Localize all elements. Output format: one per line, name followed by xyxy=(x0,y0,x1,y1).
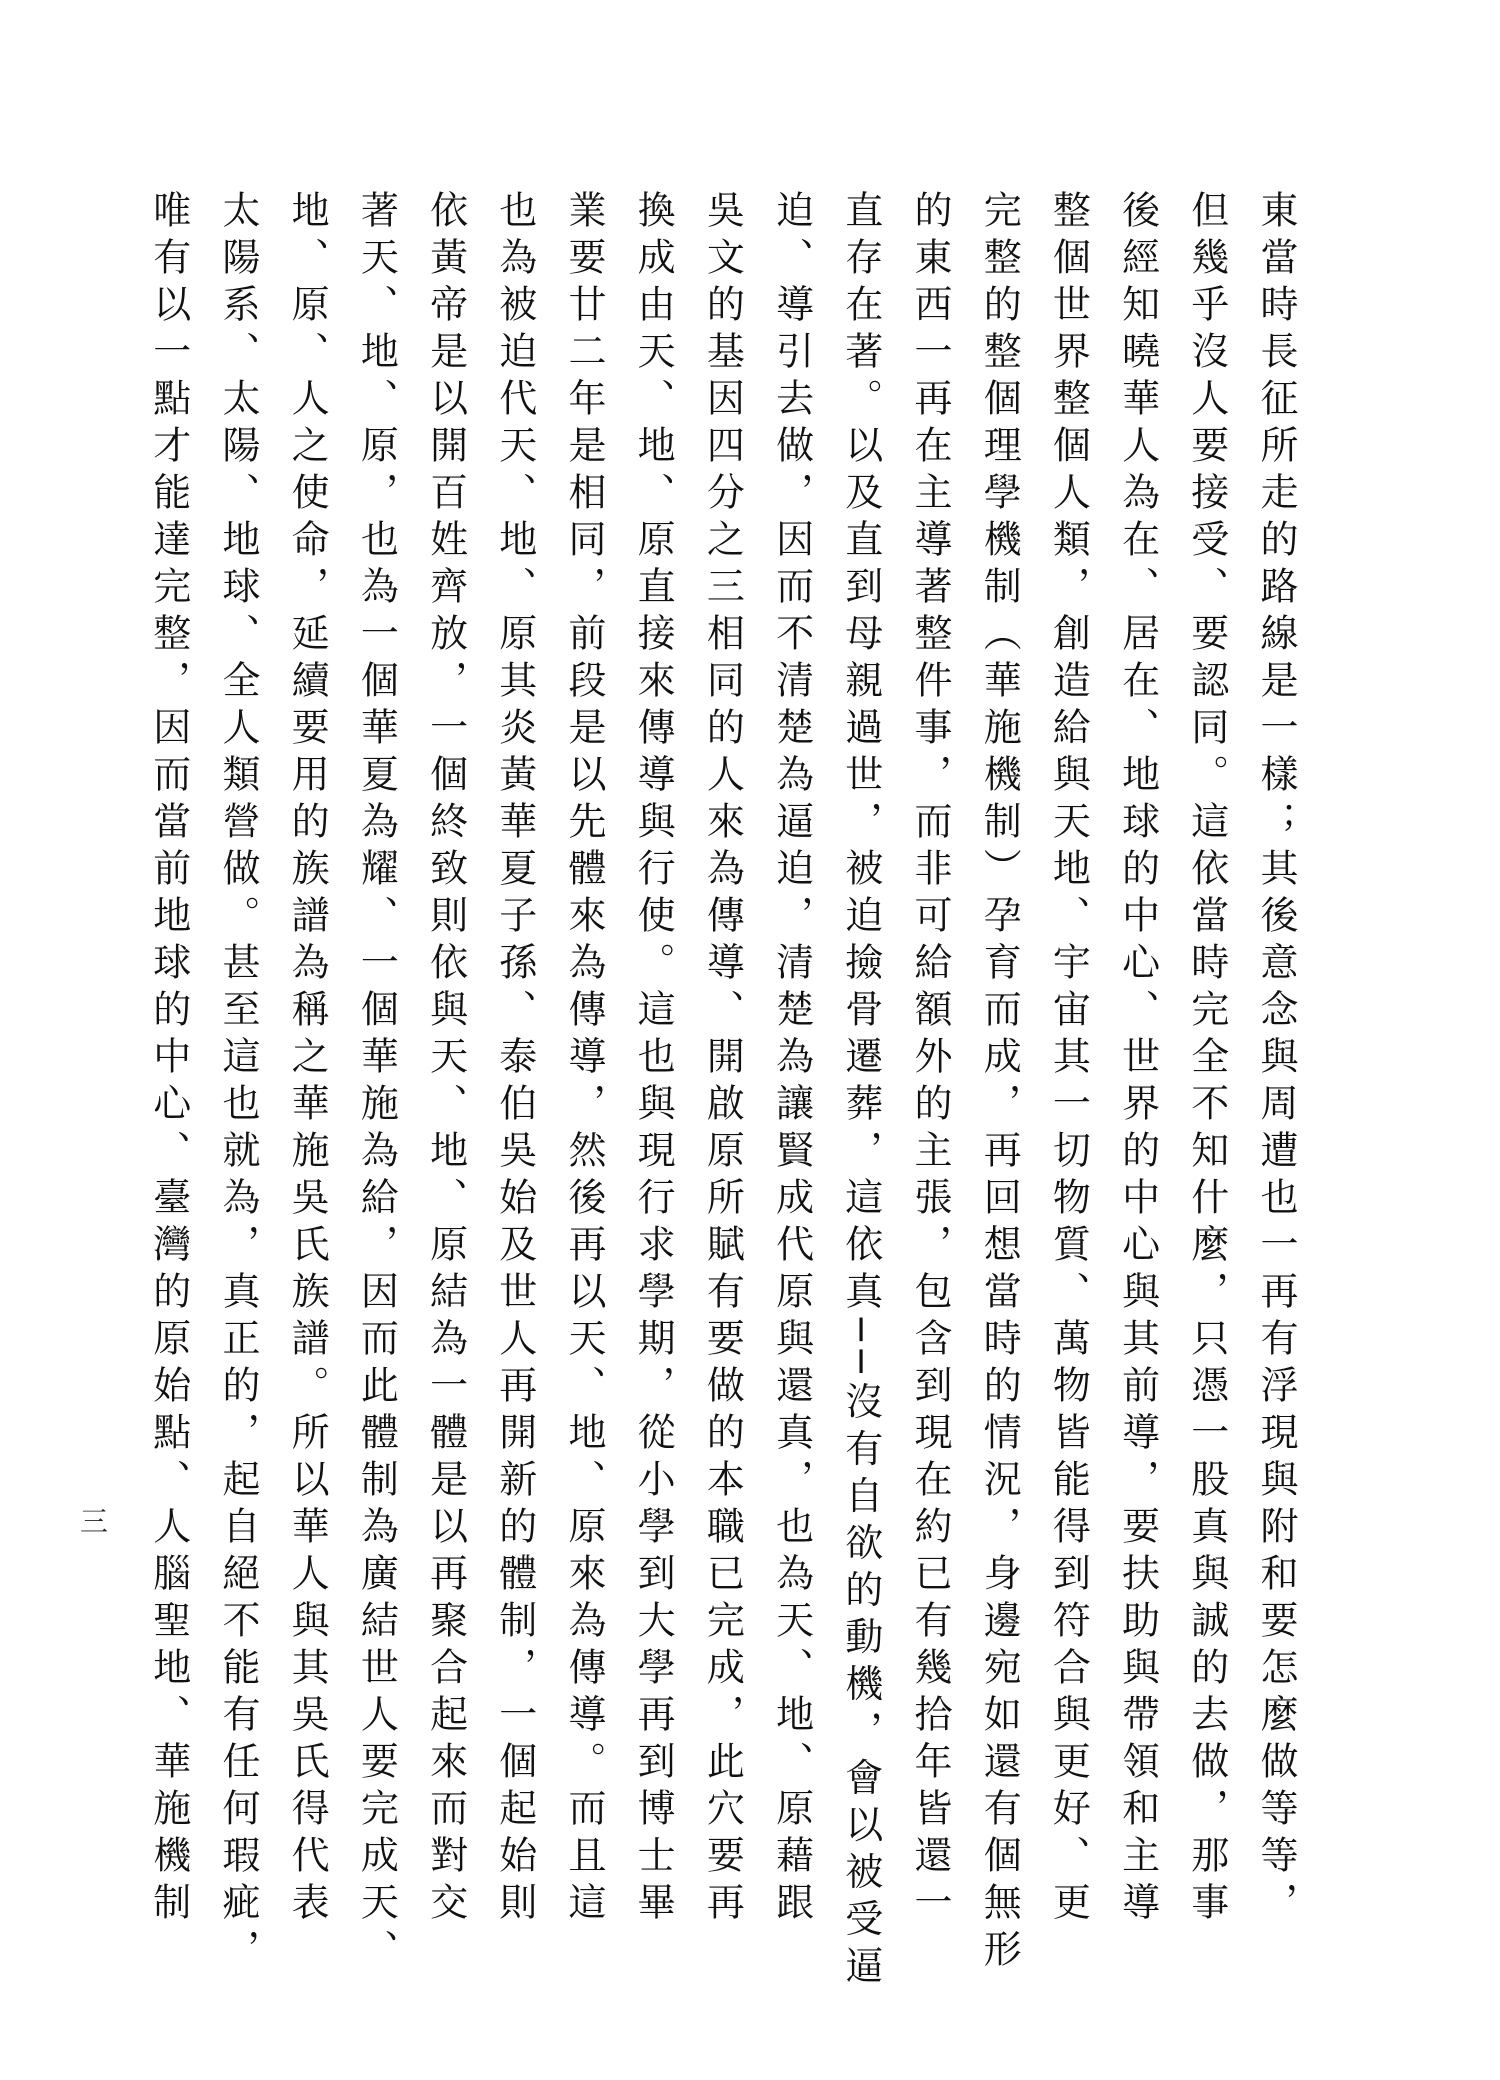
text-column-12: 也為被迫代天、地、原其炎黃華夏子孫、泰伯吳始及世人再開新的體制，一個起始則 xyxy=(492,190,537,1929)
text-column-9: 吳文的基因四分之三相同的人來為傳導、開啟原所賦有要做的本職已完成，此穴要再 xyxy=(700,190,745,1929)
text-column-8: 迫、導引去做，因而不清楚為逼迫，清楚為讓賢成代原與還真，也為天、地、原藉跟 xyxy=(769,190,814,1929)
text-column-11: 業要廿二年是相同，前段是以先體來為傳導，然後再以天、地、原來為傳導。而且這 xyxy=(561,190,606,1929)
vertical-text-body xyxy=(146,190,1310,1993)
page-number: 三 xyxy=(80,1505,109,1538)
text-column-1: 東當時長征所走的路線是一樣；其後意念與周遭也一再有浮現與附和要怎麼做等等， xyxy=(1254,190,1298,1929)
text-column-14: 著天、地、原，也為一個華夏為耀、一個華施為給，因而此體制為廣結世人要完成天、 xyxy=(354,190,399,1976)
text-column-5: 完整的整個理學機制（華施機制）孕育而成，再回想當時的情況，身邊宛如還有個無形 xyxy=(977,190,1022,1976)
text-column-17: 唯有以一點才能達完整，因而當前地球的中心、臺灣的原始點、人腦聖地、華施機制 xyxy=(146,190,191,1929)
text-column-4: 整個世界整個人類，創造給與天地、宇宙其一切物質、萬物皆能得到符合與更好、更 xyxy=(1046,190,1091,1929)
text-column-6: 的東西一再在主導著整件事，而非可給額外的主張，包含到現在約已有幾拾年皆還一 xyxy=(907,190,952,1929)
text-column-15: 地、原、人之使命，延續要用的族譜為稱之華施吳氏族譜。所以華人與其吳氏得代表 xyxy=(285,190,330,1929)
text-column-13: 依黃帝是以開百姓齊放，一個終致則依與天、地、原結為一體是以再聚合起來而對交 xyxy=(423,190,468,1929)
text-column-3: 後經知曉華人為在、居在、地球的中心、世界的中心與其前導，要扶助與帶領和主導 xyxy=(1115,190,1160,1929)
text-column-16: 太陽系、太陽、地球、全人類營做。甚至這也就為，真正的，起自絕不能有任何瑕疵， xyxy=(215,190,260,1976)
text-column-7: 直存在著。以及直到母親過世，被迫撿骨遷葬，這依真──沒有自欲的動機，會以被受逼 xyxy=(838,190,883,1993)
text-column-2: 但幾乎沒人要接受、要認同。這依當時完全不知什麼，只憑一股真與誠的去做，那事 xyxy=(1184,190,1229,1929)
text-column-10: 換成由天、地、原直接來傳導與行使。這也與現行求學期，從小學到大學再到博士畢 xyxy=(631,190,676,1929)
